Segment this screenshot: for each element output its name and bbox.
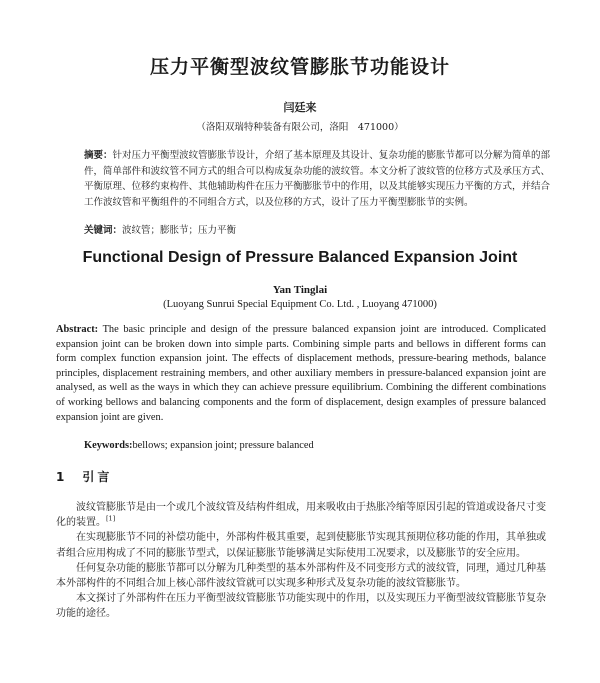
paragraph-text: 本文探讨了外部构件在压力平衡型波纹管膨胀节功能实现中的作用，以及实现压力平衡型波纹管膨胀节复杂功能的途径。	[56, 593, 546, 620]
chinese-title: 压力平衡型波纹管膨胀节功能设计	[149, 56, 450, 78]
english-keywords	[84, 440, 550, 451]
body-paragraph	[56, 500, 546, 530]
english-keywords-label: Keywords:	[84, 440, 133, 451]
section-heading	[56, 468, 112, 485]
chinese-keywords-text: 波纹管；膨胀节；压力平衡	[122, 225, 237, 236]
chinese-author: 闫廷来	[283, 101, 317, 114]
chinese-abstract-text: 针对压力平衡型波纹管膨胀节设计，介绍了基本原理及其设计、复杂功能的膨胀节都可以分解为简单的部件，简单部件和波纹管不同方式的组合可以构成复杂功能的波纹管。本文分析了波纹管的位移方式及承压方式、平衡原理、位移约束构件、其他辅助构件在压力平衡膨胀节中的作用，以及其能够实现压力平衡的方式，并结合工作波纹管和平衡组件的不同组合方式，以及位移的方式，设计了压力平衡型膨胀节的实例。	[84, 150, 550, 208]
citation-ref[interactable]: [1]	[106, 514, 116, 523]
chinese-abstract-label: 摘要：	[84, 150, 113, 161]
english-author: Yan Tinglai	[272, 284, 328, 296]
paragraph-text: 波纹管膨胀节是由一个或几个波纹管及结构件组成，用来吸收由于热胀冷缩等原因引起的管道或设备尺寸变化的装置。	[56, 502, 546, 529]
body-paragraph	[56, 591, 546, 621]
chinese-keywords	[84, 224, 550, 238]
body-paragraph	[56, 530, 546, 560]
english-abstract	[56, 323, 546, 425]
chinese-abstract	[84, 148, 550, 210]
english-abstract-text: The basic principle and design of the pressure balanced expansion joint are introduced. Complicated expansion joint can be broken down into simple parts. Combining simple parts and bellows in different forms can form complex function expansion joint. The effects of displacement methods, pressure-bearing methods, balance principles, displacement restraining members, and other auxiliary members in pressure-balanced expansion joint are analysed, as well as the ways in which they can achieve pressure equilibrium. Combining the different combinations of working bellows and balancing components and the form of displacement, design examples of pressure balanced expansion joint are given.	[56, 324, 546, 423]
paragraph-text: 在实现膨胀节不同的补偿功能中，外部构件极其重要，起到使膨胀节实现其预期位移功能的作用，其单独或者组合应用构成了不同的膨胀节型式，以保证膨胀节能够满足实际使用工况要求，以及膨胀节的安全应用。	[56, 532, 546, 559]
chinese-keywords-label: 关键词：	[84, 225, 123, 236]
paragraph-text: 任何复杂功能的膨胀节都可以分解为几种类型的基本外部构件及不同变形方式的波纹管，同理，通过几种基本外部构件的不同组合加上核心部件波纹管就可以实现多种形式及复杂功能的波纹管膨胀节。	[56, 562, 546, 590]
body-paragraph	[56, 561, 546, 591]
english-title: Functional Design of Pressure Balanced Expansion Joint	[82, 249, 518, 266]
section-number: 1	[56, 470, 65, 484]
section-body	[56, 500, 546, 622]
english-abstract-label: Abstract:	[56, 324, 99, 335]
english-keywords-text: bellows; expansion joint; pressure balanced	[132, 440, 314, 451]
english-affiliation: (Luoyang Sunrui Special Equipment Co. Ltd. , Luoyang 471000)	[163, 299, 437, 310]
chinese-affiliation: （洛阳双瑞特种装备有限公司，洛阳 471000）	[196, 122, 404, 133]
section-title: 引言	[82, 470, 113, 484]
